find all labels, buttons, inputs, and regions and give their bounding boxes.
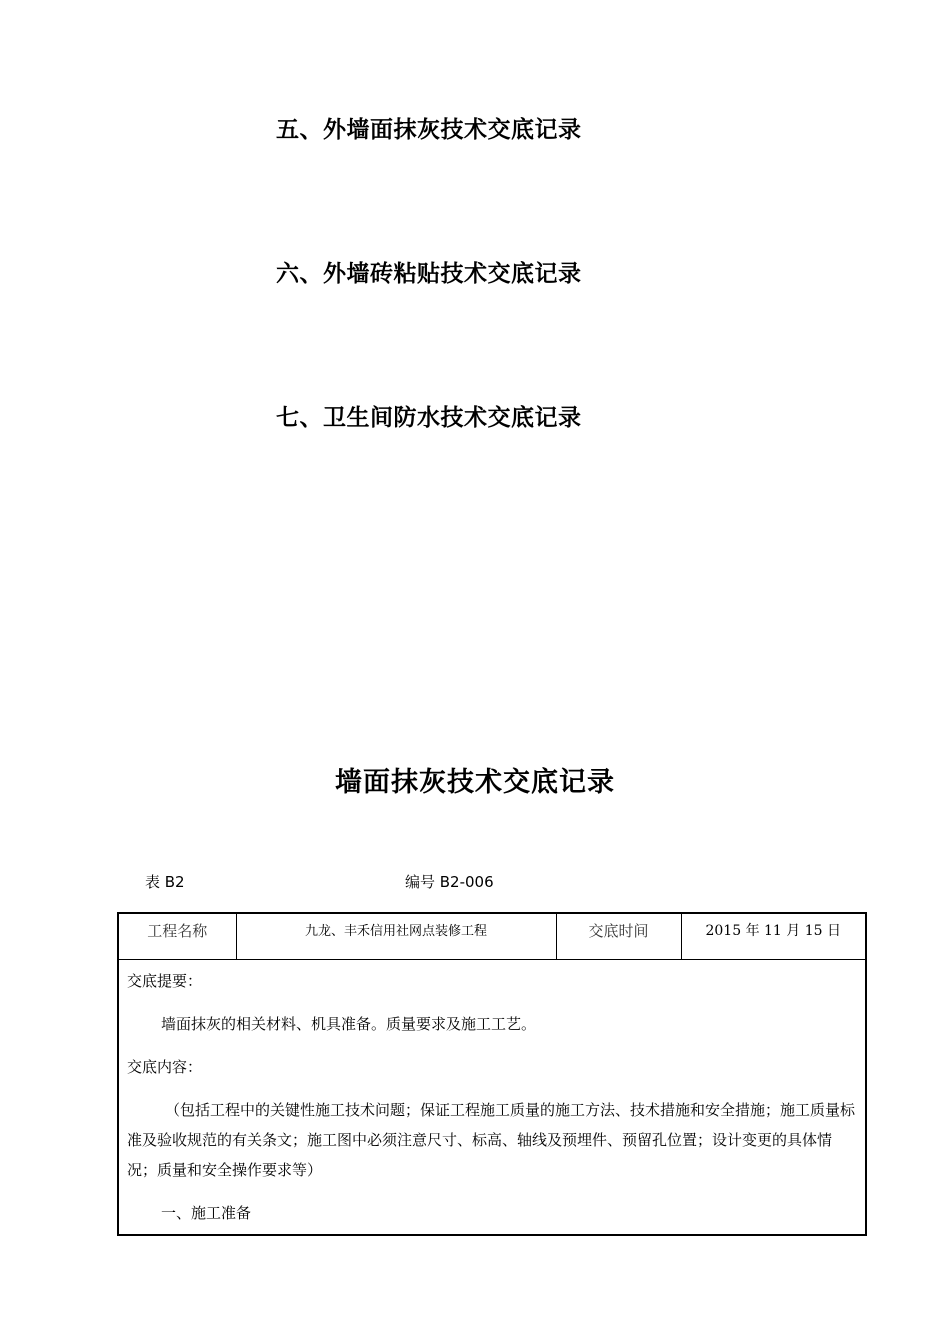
summary-label: 交底提要： xyxy=(127,972,203,990)
date-label: 交底时间 xyxy=(556,913,681,960)
content-label: 交底内容： xyxy=(127,1058,203,1076)
section-one-heading: 一、施工准备 xyxy=(161,1204,252,1222)
disclosure-record-table xyxy=(117,912,867,1236)
date-value: 2015 年 11 月 15 日 xyxy=(681,913,866,960)
document-title: 墙面抹灰技术交底记录 xyxy=(335,767,615,798)
toc-heading-6: 六、外墙砖粘贴技术交底记录 xyxy=(276,261,582,287)
document-number: 编号 B2-006 xyxy=(405,873,494,891)
project-name-label: 工程名称 xyxy=(118,913,236,960)
content-cell xyxy=(118,960,866,1236)
toc-heading-7: 七、卫生间防水技术交底记录 xyxy=(276,405,582,431)
form-label: 表 B2 xyxy=(145,873,185,891)
content-note: （包括工程中的关键性施工技术问题；保证工程施工质量的施工方法、技术措施和安全措施；施工质量标准及验收规范的有关条文；施工图中必须注意尺寸、标高、轴线及预埋件、预留孔位置；设计变更的具体情况；质量和安全操作要求等） xyxy=(127,1101,856,1179)
toc-heading-5: 五、外墙面抹灰技术交底记录 xyxy=(276,117,582,143)
content-row xyxy=(118,960,866,1236)
table-header-row xyxy=(118,913,866,960)
project-name-value: 九龙、丰禾信用社网点装修工程 xyxy=(236,913,556,960)
summary-text: 墙面抹灰的相关材料、机具准备。质量要求及施工工艺。 xyxy=(161,1015,537,1033)
